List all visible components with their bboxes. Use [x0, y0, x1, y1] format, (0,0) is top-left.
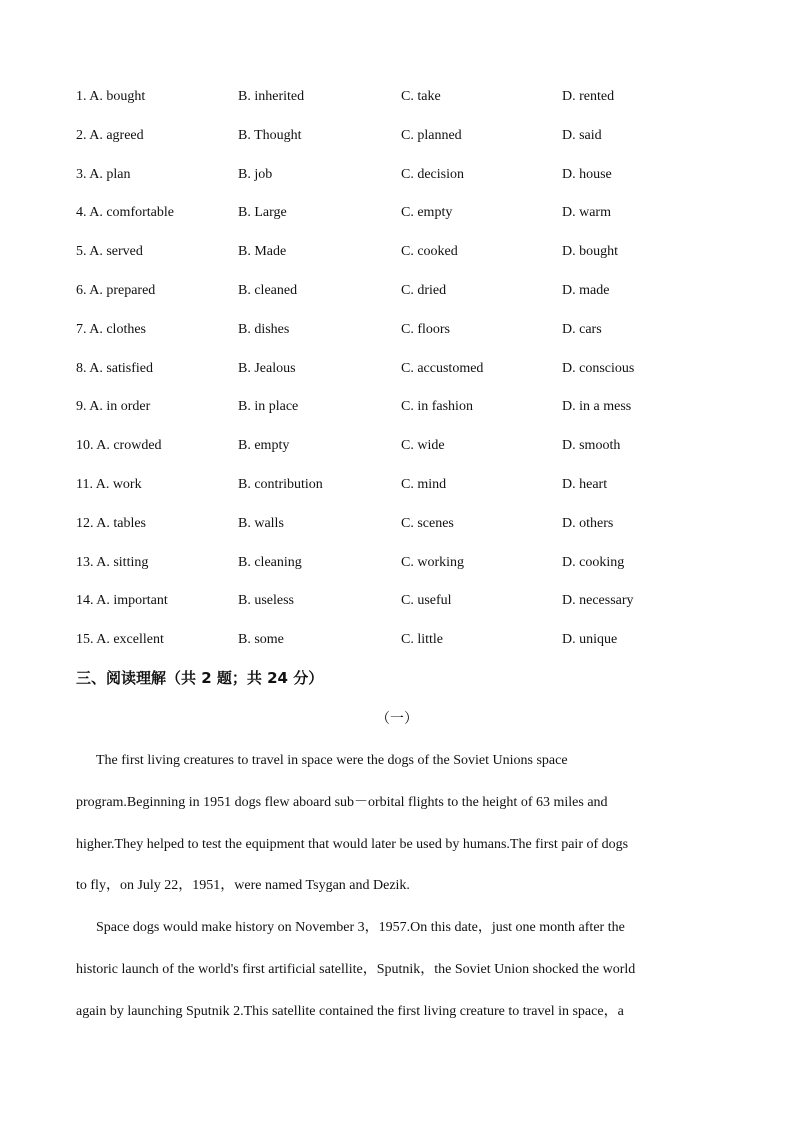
option-c: C. useful: [401, 593, 452, 609]
option-b: B. cleaning: [238, 554, 302, 570]
option-d: D. warm: [562, 205, 611, 221]
option-b: B. Jealous: [238, 360, 296, 376]
option-a: 10. A. crowded: [76, 438, 162, 454]
option-d: D. smooth: [562, 438, 621, 454]
option-b: B. job: [238, 166, 273, 182]
option-row: [76, 358, 716, 397]
option-c: C. floors: [401, 321, 450, 337]
option-row: [76, 280, 716, 319]
option-row: [76, 396, 716, 435]
option-row: [76, 513, 716, 552]
option-d: D. cars: [562, 321, 602, 337]
option-a: 11. A. work: [76, 476, 142, 492]
passage-line: again by launching Sputnik 2.This satellite contained the first living creature to travel in space，a: [76, 1003, 624, 1019]
option-d: D. said: [562, 127, 602, 143]
option-b: B. contribution: [238, 476, 323, 492]
reading-passage: [76, 750, 716, 1043]
option-b: B. useless: [238, 593, 294, 609]
option-d: D. conscious: [562, 360, 635, 376]
option-a: 8. A. satisfied: [76, 360, 153, 376]
passage-line: historic launch of the world's first artificial satellite，Sputnik，the Soviet Union shocked the world: [76, 961, 636, 977]
option-b: B. inherited: [238, 89, 305, 104]
option-b: B. walls: [238, 515, 284, 531]
option-row: [76, 629, 716, 668]
option-row: [76, 474, 716, 513]
option-a: 5. A. served: [76, 244, 143, 260]
option-a: 2. A. agreed: [76, 127, 144, 143]
option-row: [76, 552, 716, 591]
option-b: B. empty: [238, 438, 290, 454]
option-a: 9. A. in order: [76, 399, 151, 415]
option-a: 14. A. important: [76, 593, 168, 609]
option-c: C. little: [401, 632, 443, 648]
option-c: C. scenes: [401, 515, 454, 531]
option-c: C. dried: [401, 282, 447, 298]
option-d: D. bought: [562, 244, 618, 260]
option-d: D. made: [562, 282, 610, 298]
option-row: [76, 202, 716, 241]
option-c: C. accustomed: [401, 360, 484, 376]
option-a: 7. A. clothes: [76, 321, 146, 337]
passage-line: to fly，on July 22，1951，were named Tsygan and Dezik.: [76, 878, 410, 894]
option-c: C. in fashion: [401, 399, 473, 415]
option-d: D. rented: [562, 89, 615, 104]
option-a: 12. A. tables: [76, 515, 146, 531]
option-d: D. in a mess: [562, 399, 632, 415]
option-c: C. decision: [401, 166, 464, 182]
option-b: B. cleaned: [238, 282, 298, 298]
section-heading: 三、阅读理解（共 2 题；共 24 分）: [76, 669, 324, 687]
option-d: D. unique: [562, 632, 618, 648]
passage-line: The first living creatures to travel in space were the dogs of the Soviet Unions space: [96, 753, 568, 768]
option-a: 1. A. bought: [76, 89, 146, 104]
option-b: B. Thought: [238, 127, 302, 143]
option-row: [76, 435, 716, 474]
option-d: D. heart: [562, 476, 608, 492]
passage-line: higher.They helped to test the equipment that would later be used by humans.The first pair of dogs: [76, 836, 629, 852]
passage-line: program.Beginning in 1951 dogs flew aboard sub－orbital flights to the height of 63 miles and: [76, 794, 608, 810]
option-c: C. wide: [401, 438, 445, 454]
option-d: D. necessary: [562, 593, 634, 609]
option-c: C. planned: [401, 127, 462, 143]
option-a: 13. A. sitting: [76, 554, 149, 570]
option-c: C. mind: [401, 476, 447, 492]
option-a: 15. A. excellent: [76, 632, 164, 648]
option-a: 3. A. plan: [76, 166, 131, 182]
option-b: B. some: [238, 632, 284, 648]
option-row: [76, 319, 716, 358]
option-b: B. Large: [238, 205, 287, 221]
option-d: D. house: [562, 166, 612, 182]
option-row: [76, 125, 716, 164]
passage-number: （一）: [376, 712, 418, 727]
option-c: C. working: [401, 554, 464, 570]
option-b: B. in place: [238, 399, 299, 415]
option-b: B. Made: [238, 244, 287, 260]
option-row: [76, 164, 716, 203]
option-a: 4. A. comfortable: [76, 205, 174, 221]
passage-line: Space dogs would make history on November 3，1957.On this date，just one month after the: [96, 920, 625, 936]
option-d: D. others: [562, 515, 614, 531]
option-row: [76, 241, 716, 280]
option-c: C. cooked: [401, 244, 458, 260]
option-c: C. take: [401, 89, 441, 104]
option-b: B. dishes: [238, 321, 290, 337]
option-d: D. cooking: [562, 554, 625, 570]
option-c: C. empty: [401, 205, 453, 221]
option-a: 6. A. prepared: [76, 282, 156, 298]
option-row: [76, 590, 716, 629]
option-row: [76, 86, 716, 125]
answer-options-table: [76, 86, 716, 668]
